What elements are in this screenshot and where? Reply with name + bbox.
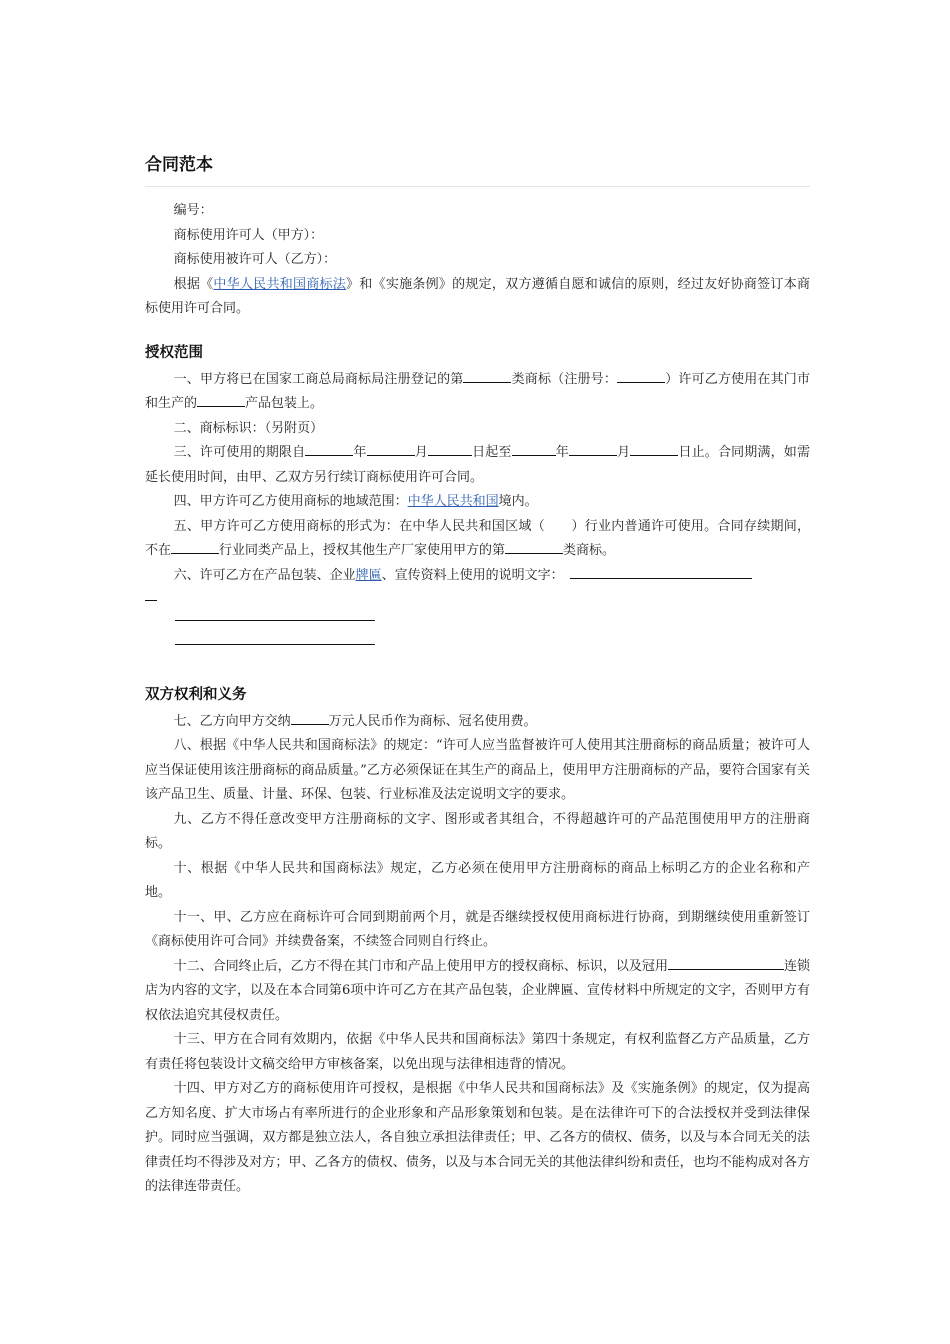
intro-paragraph — [145, 273, 810, 322]
blank-industry — [171, 540, 219, 554]
clause-2: 二、商标标识：（另附页） — [173, 420, 324, 436]
blank-description-tail — [145, 588, 810, 613]
blank-trademark-class — [505, 540, 563, 554]
clause-3-month-2: 月 — [616, 445, 631, 460]
clause-1-text-b: 类商标（注册号： — [511, 371, 618, 387]
blank-class-number — [463, 369, 511, 383]
intro-block — [145, 199, 810, 322]
clause-6-text-a: 六、许可乙方在产品包装、企业 — [173, 567, 356, 583]
contract-document — [145, 150, 810, 1200]
intro-text-post: 》和《实施条例》的规定，双方遵循自愿和诚信的原则，经过友好协商签订本商标使用许可合同。 — [145, 276, 810, 316]
section-heading-scope: 授权范围 — [145, 344, 203, 361]
blank-chain-name-2 — [746, 956, 784, 970]
clause-1-text-d: 产品包装上。 — [245, 396, 324, 411]
clause-8: 八、根据《中华人民共和国商标法》的规定：“许可人应当监督被许可人使用其注册商标的商品质量；被许可人应当保证使用该注册商标的商品质量。”乙方必须保证在其生产的商品上，使用甲方注册商标的产品，要符合国家有关该产品卫生、质量、计量、环保、包装、行业标准及法定说明文字的要求。 — [145, 738, 810, 802]
clause-5 — [145, 515, 810, 564]
clause-3-month-1: 月 — [414, 445, 428, 460]
clause-4 — [145, 490, 810, 515]
clause-7-text-a: 七、乙方向甲方交纳 — [173, 713, 291, 729]
plaque-link[interactable]: 牌匾 — [355, 567, 382, 583]
blank-end-day — [630, 442, 678, 456]
licensor-line: 商标使用许可人（甲方）： — [173, 227, 324, 243]
clause-4-text-b: 境内。 — [498, 494, 538, 509]
clause-12 — [145, 955, 810, 1029]
clause-12-text-b: 连锁店为内容的文字，以及在本合同第6项中许可乙方在其产品包装，企业牌匾、宣传材料中所规定的文字，否则甲方有权依法追究其侵权责任。 — [145, 958, 810, 1023]
section-rights-obligations — [145, 680, 810, 1200]
clause-11: 十一、甲、乙方应在商标许可合同到期前两个月，就是否继续授权使用商标进行协商，到期继续使用重新签订《商标使用许可合同》并续费备案，不续签合同则自行终止。 — [145, 909, 810, 949]
clause-6 — [145, 564, 810, 589]
blank-fee — [291, 711, 329, 725]
page-title: 合同范本 — [145, 150, 810, 187]
clause-3-text-a: 三、许可使用的期限自 — [173, 445, 306, 460]
clause-9: 九、乙方不得任意改变甲方注册商标的文字、图形或者其组合，不得超越许可的产品范围使用甲方的注册商标。 — [145, 811, 810, 851]
blank-description-3 — [145, 637, 810, 662]
clause-3-year-1: 年 — [353, 445, 367, 460]
clause-7-text-b: 万元人民币作为商标、冠名使用费。 — [328, 713, 537, 729]
blank-description-2 — [145, 613, 810, 638]
blank-end-month — [569, 442, 617, 456]
clause-7 — [145, 710, 810, 735]
blank-end-year — [512, 442, 556, 456]
blank-product — [197, 393, 245, 407]
clause-1-text-c: ）许可乙方使用在其门市和生产的 — [145, 371, 810, 411]
clause-5-text-a: 五、甲方许可乙方使用商标的形式为：在中华人民共和国区域（ ）行业内普通许可使用。合同存续期间，不在 — [145, 518, 810, 558]
blank-start-year — [305, 442, 353, 456]
clause-3-end: 日止。合同期满，如需延长使用时间，由甲、乙双方另行续订商标使用许可合同。 — [145, 445, 810, 485]
number-line: 编号： — [173, 203, 213, 218]
clause-5-text-c: 类商标。 — [563, 543, 616, 558]
clause-1-text-a: 一、甲方将已在国家工商总局商标局注册登记的第 — [173, 371, 464, 387]
clause-3 — [145, 441, 810, 490]
section-heading-rights: 双方权利和义务 — [145, 686, 247, 703]
blank-start-month — [367, 442, 415, 456]
clause-3-from: 日起至 — [471, 445, 512, 460]
intro-text-pre: 根据《 — [173, 276, 214, 292]
licensee-line: 商标使用被许可人（乙方）： — [173, 252, 337, 267]
clause-1 — [145, 368, 810, 417]
blank-tail-bar — [145, 588, 157, 601]
blank-description-1 — [570, 565, 752, 579]
blank-registration-number — [617, 369, 665, 383]
trademark-law-link[interactable]: 中华人民共和国商标法 — [213, 276, 347, 292]
prc-link[interactable]: 中华人民共和国 — [407, 494, 499, 509]
clause-12-text-a: 十二、合同终止后，乙方不得在其门市和产品上使用甲方的授权商标、标识，以及冠用 — [173, 958, 668, 974]
clause-4-text-a: 四、甲方许可乙方使用商标的地域范围： — [173, 494, 408, 509]
clause-10: 十、根据《中华人民共和国商标法》规定，乙方必须在使用甲方注册商标的商品上标明乙方的企业名称和产地。 — [145, 860, 810, 900]
section-authorization-scope — [145, 338, 810, 662]
blank-start-day — [428, 442, 472, 456]
clause-5-text-b: 行业同类产品上，授权其他生产厂家使用甲方的第 — [219, 543, 506, 558]
clause-6-text-b: 、宣传资料上使用的说明文字： — [381, 567, 558, 583]
clause-3-year-2: 年 — [555, 445, 569, 460]
blank-chain-name-1 — [668, 956, 746, 970]
clause-13: 十三、甲方在合同有效期内，依据《中华人民共和国商标法》第四十条规定，有权利监督乙方产品质量，乙方有责任将包装设计文稿交给甲方审核备案，以免出现与法律相违背的情况。 — [145, 1032, 810, 1072]
clause-14: 十四、甲方对乙方的商标使用许可授权，是根据《中华人民共和国商标法》及《实施条例》的规定，仅为提高乙方知名度、扩大市场占有率所进行的企业形象和产品形象策划和包装。是在法律许可下的合法授权并受到法律保护。同时应当强调，双方都是独立法人，各自独立承担法律责任；甲、乙各方的债权、债务，以及与本合同无关的法律责任均不得涉及对方；甲、乙各方的债权、债务，以及与本合同无关的其他法律纠纷和责任，也均不能构成对各方的法律连带责任。 — [145, 1081, 810, 1194]
